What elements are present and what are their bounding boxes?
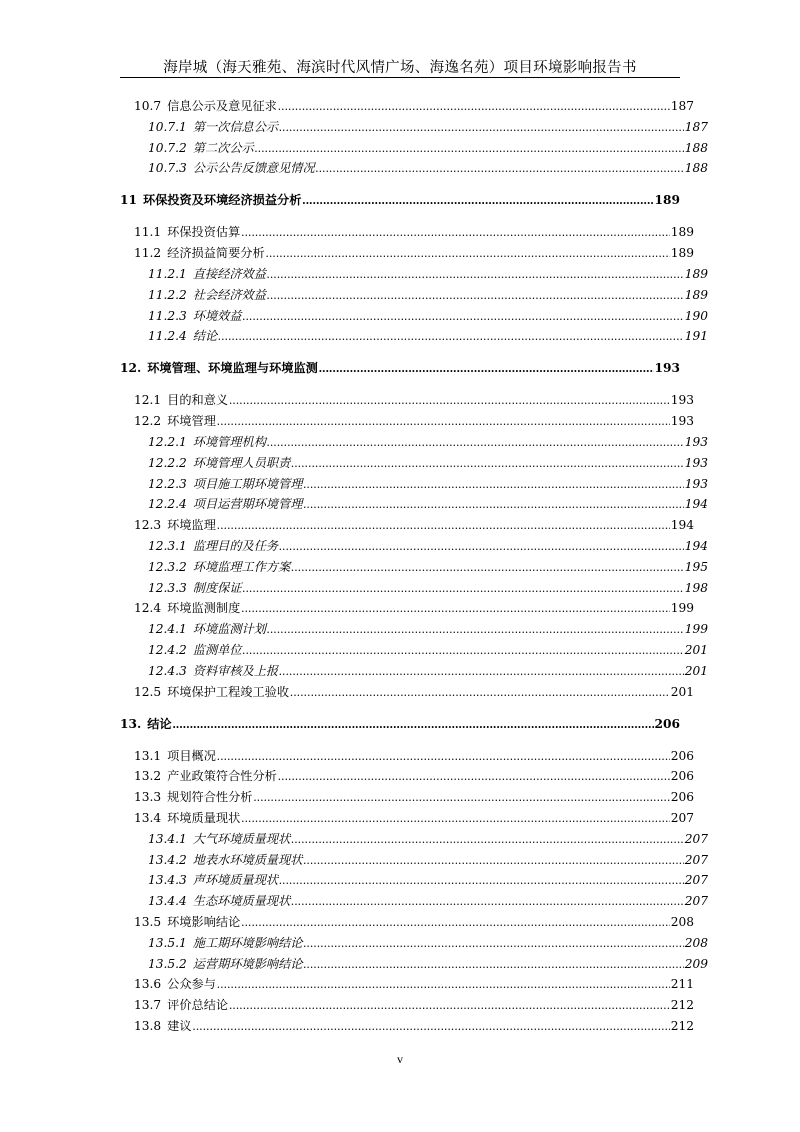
toc-entry-number: 13.4.4 bbox=[148, 894, 187, 909]
dot-leader bbox=[241, 912, 669, 932]
toc-page-number: 206 bbox=[670, 790, 694, 805]
toc-entry-label bbox=[148, 326, 217, 346]
toc-entry-label bbox=[148, 870, 278, 890]
toc-entry-label bbox=[148, 474, 302, 494]
toc-section-entry[interactable] bbox=[120, 598, 694, 618]
toc-entry-number: 13.4.1 bbox=[148, 831, 187, 846]
toc-subsection-entry[interactable] bbox=[120, 453, 708, 473]
toc-entry-number: 12.2 bbox=[134, 414, 162, 429]
toc-entry-number: 13.8 bbox=[134, 1019, 162, 1033]
dot-leader bbox=[303, 850, 683, 870]
toc-entry-title: 环境监理工作方案 bbox=[192, 559, 291, 574]
dot-leader bbox=[241, 222, 669, 242]
toc-page-number: 188 bbox=[684, 140, 708, 155]
toc-entry-number: 11.2 bbox=[134, 246, 162, 261]
dot-leader bbox=[319, 358, 654, 378]
toc-entry-title: 公示公告反馈意见情况 bbox=[192, 161, 315, 176]
toc-entry-title: 环境影响结论 bbox=[167, 915, 241, 929]
toc-section-entry[interactable] bbox=[120, 995, 694, 1015]
toc-entry-number: 13.1 bbox=[134, 748, 162, 763]
dot-leader bbox=[241, 598, 669, 618]
toc-entry-title: 运营期环境影响结论 bbox=[192, 956, 303, 971]
toc-entry-label bbox=[148, 933, 302, 953]
dot-leader bbox=[243, 640, 684, 660]
dot-leader bbox=[217, 411, 670, 431]
dot-leader bbox=[173, 714, 654, 734]
toc-subsection-entry[interactable] bbox=[120, 870, 708, 890]
dot-leader bbox=[243, 578, 684, 598]
dot-leader bbox=[253, 787, 669, 807]
toc-entry-number: 13.4 bbox=[134, 811, 162, 825]
toc-page-number: 190 bbox=[684, 308, 708, 323]
toc-page-number: 207 bbox=[684, 852, 708, 867]
toc-entry-number: 13.7 bbox=[134, 998, 162, 1013]
toc-section-entry[interactable] bbox=[120, 912, 694, 932]
toc-entry-title: 环境效益 bbox=[192, 308, 242, 323]
toc-entry-title: 环保投资估算 bbox=[167, 225, 241, 240]
toc-entry-number: 13.2 bbox=[134, 769, 162, 784]
toc-entry-title: 项目概况 bbox=[167, 748, 216, 763]
toc-entry-number: 12.4 bbox=[134, 601, 162, 616]
dot-leader bbox=[255, 138, 684, 158]
toc-page-number: 207 bbox=[684, 894, 708, 909]
toc-entry-title: 制度保证 bbox=[192, 580, 242, 595]
toc-subsection-entry[interactable] bbox=[120, 432, 708, 452]
page-number: v bbox=[397, 1052, 403, 1066]
toc-chapter-entry[interactable] bbox=[120, 358, 680, 378]
toc-entry-number: 13.5.2 bbox=[148, 956, 187, 971]
toc-subsection-entry[interactable] bbox=[120, 306, 708, 326]
toc-page-number: 207 bbox=[684, 831, 708, 846]
toc-section-entry[interactable] bbox=[120, 96, 694, 116]
dot-leader bbox=[266, 243, 670, 263]
toc-entry-label bbox=[148, 158, 315, 178]
toc-section-entry[interactable] bbox=[120, 390, 694, 410]
toc-page-number: 187 bbox=[670, 99, 694, 113]
toc-entry-number: 12.3.3 bbox=[148, 580, 187, 595]
dot-leader bbox=[278, 766, 670, 786]
toc-entry-title: 环境保护工程竣工验收 bbox=[167, 684, 290, 699]
toc-entry-label bbox=[120, 190, 301, 210]
toc-entry-label bbox=[134, 912, 240, 932]
toc-entry-number: 12.1 bbox=[134, 393, 162, 408]
toc-entry-title: 环境监测制度 bbox=[167, 601, 241, 616]
toc-subsection-entry[interactable] bbox=[120, 619, 708, 639]
toc-section-entry[interactable] bbox=[120, 243, 694, 263]
dot-leader bbox=[290, 682, 670, 702]
toc-subsection-entry[interactable] bbox=[120, 891, 708, 911]
toc-entry-label bbox=[134, 766, 277, 786]
toc-entry-title: 环境管理、环境监理与环境监测 bbox=[147, 361, 318, 376]
toc-entry-label bbox=[134, 390, 228, 410]
toc-entry-label bbox=[148, 640, 242, 660]
toc-entry-number: 10.7.2 bbox=[148, 140, 187, 155]
toc-page-number: 199 bbox=[684, 622, 708, 637]
toc-entry-number: 12.5 bbox=[134, 684, 162, 699]
toc-page-number: 212 bbox=[670, 1019, 694, 1033]
toc-entry-title: 第一次信息公示 bbox=[192, 119, 279, 134]
dot-leader bbox=[218, 326, 684, 346]
toc-entry-number: 12.2.2 bbox=[148, 455, 187, 470]
toc-entry-label bbox=[148, 285, 266, 305]
dot-leader bbox=[193, 1016, 670, 1036]
toc-entry-label bbox=[148, 453, 290, 473]
toc-entry-label bbox=[148, 578, 242, 598]
toc-section-entry[interactable] bbox=[120, 1016, 694, 1036]
toc-page-number: 199 bbox=[670, 601, 694, 616]
toc-entry-title: 结论 bbox=[192, 329, 218, 344]
toc-entry-label bbox=[148, 829, 290, 849]
dot-leader bbox=[279, 661, 684, 681]
toc-entry-number: 13.5 bbox=[134, 915, 162, 929]
dot-leader bbox=[279, 870, 684, 890]
toc-entry-number: 13.6 bbox=[134, 977, 162, 992]
dot-leader bbox=[279, 536, 684, 556]
toc-entry-title: 目的和意义 bbox=[167, 393, 229, 408]
toc-entry-title: 资料审核及上报 bbox=[192, 663, 279, 678]
toc-entry-number: 12.2.1 bbox=[148, 435, 187, 449]
toc-entry-title: 规划符合性分析 bbox=[167, 790, 253, 805]
toc-entry-title: 经济损益简要分析 bbox=[167, 246, 265, 261]
dot-leader bbox=[217, 974, 670, 994]
toc-page-number: 201 bbox=[670, 684, 694, 699]
toc-page-number: 207 bbox=[684, 873, 708, 888]
toc-entry-label bbox=[148, 432, 266, 452]
toc-page-number: 193 bbox=[654, 361, 680, 376]
toc-entry-label bbox=[134, 995, 228, 1015]
toc-entry-title: 大气环境质量现状 bbox=[192, 831, 291, 846]
toc-entry-label bbox=[134, 682, 289, 702]
header-rule bbox=[120, 77, 680, 78]
toc-entry-label bbox=[148, 954, 302, 974]
toc-page-number: 201 bbox=[684, 643, 708, 657]
toc-section-entry[interactable] bbox=[120, 787, 694, 807]
dot-leader bbox=[291, 453, 683, 473]
toc-entry-label bbox=[148, 117, 278, 137]
toc-subsection-entry[interactable] bbox=[120, 954, 708, 974]
toc-entry-label bbox=[134, 808, 240, 828]
dot-leader bbox=[316, 158, 684, 178]
toc-subsection-entry[interactable] bbox=[120, 474, 708, 494]
toc-entry-number: 13.4.3 bbox=[148, 873, 187, 888]
dot-leader bbox=[303, 954, 683, 974]
toc-page-number: 194 bbox=[684, 497, 708, 512]
toc-subsection-entry[interactable] bbox=[120, 850, 708, 870]
toc-entry-title: 产业政策符合性分析 bbox=[167, 769, 277, 784]
toc-page-number: 209 bbox=[684, 956, 708, 971]
toc-entry-label bbox=[148, 661, 278, 681]
running-header: 海岸城（海天雅苑、海滨时代风情广场、海逸名苑）项目环境影响报告书 bbox=[163, 60, 637, 76]
dot-leader bbox=[303, 474, 683, 494]
toc-entry-title: 环保投资及环境经济损益分析 bbox=[142, 193, 302, 208]
toc-subsection-entry[interactable] bbox=[120, 494, 708, 514]
toc-page-number: 206 bbox=[670, 769, 694, 784]
toc-entry-number: 10.7.1 bbox=[148, 119, 187, 134]
toc-page-number: 193 bbox=[670, 393, 694, 408]
toc-entry-title: 信息公示及意见征求 bbox=[167, 99, 277, 113]
toc-page-number: 189 bbox=[684, 267, 708, 281]
toc-page-number: 206 bbox=[670, 748, 694, 763]
toc-entry-label bbox=[134, 222, 240, 242]
toc-page-number: 193 bbox=[670, 414, 694, 429]
toc-subsection-entry[interactable] bbox=[120, 264, 708, 284]
toc-entry-number: 11.2.2 bbox=[148, 287, 187, 302]
dot-leader bbox=[267, 432, 684, 452]
toc-entry-label bbox=[134, 787, 252, 807]
toc-subsection-entry[interactable] bbox=[120, 661, 708, 681]
toc-entry-number: 13. bbox=[120, 716, 142, 731]
toc-page-number: 187 bbox=[684, 119, 708, 134]
toc-subsection-entry[interactable] bbox=[120, 158, 708, 178]
toc-entry-title: 环境监理 bbox=[167, 518, 216, 533]
toc-page-number: 212 bbox=[670, 998, 694, 1013]
toc-entry-title: 结论 bbox=[147, 716, 172, 731]
toc-entry-number: 12.3 bbox=[134, 518, 162, 533]
toc-entry-label bbox=[148, 138, 254, 158]
toc-entry-title: 监测单位 bbox=[192, 643, 242, 657]
toc-entry-title: 环境质量现状 bbox=[167, 811, 241, 825]
toc-section-entry[interactable] bbox=[120, 411, 694, 431]
toc-entry-label bbox=[148, 306, 242, 326]
toc-entry-title: 声环境质量现状 bbox=[192, 873, 279, 888]
toc-entry-title: 监理目的及任务 bbox=[192, 539, 279, 553]
toc-entry-label bbox=[148, 494, 302, 514]
toc-entry-title: 社会经济效益 bbox=[192, 287, 266, 302]
toc-page-number: 194 bbox=[684, 539, 708, 553]
toc-page-number: 189 bbox=[684, 287, 708, 302]
toc-page-number: 207 bbox=[670, 811, 694, 825]
toc-entry-number: 10.7.3 bbox=[148, 161, 187, 176]
toc-subsection-entry[interactable] bbox=[120, 557, 708, 577]
toc-entry-number: 11.1 bbox=[134, 225, 162, 240]
toc-entry-number: 10.7 bbox=[134, 99, 162, 113]
toc-entry-number: 12.3.2 bbox=[148, 559, 187, 574]
toc-page-number: 188 bbox=[684, 161, 708, 176]
toc-entry-title: 第二次公示 bbox=[192, 140, 254, 155]
toc-subsection-entry[interactable] bbox=[120, 640, 708, 660]
toc-entry-number: 11.2.1 bbox=[148, 267, 187, 281]
toc-entry-label bbox=[120, 714, 172, 734]
dot-leader bbox=[291, 829, 683, 849]
toc-entry-number: 11.2.3 bbox=[148, 308, 187, 323]
toc-entry-title: 评价总结论 bbox=[167, 998, 229, 1013]
toc-entry-label bbox=[134, 746, 216, 766]
toc-page-number: 198 bbox=[684, 580, 708, 595]
toc-page-number: 189 bbox=[670, 246, 694, 261]
toc-entry-number: 13.5.1 bbox=[148, 935, 187, 950]
toc-entry-number: 12. bbox=[120, 361, 142, 376]
toc-entry-number: 12.4.1 bbox=[148, 622, 187, 637]
dot-leader bbox=[291, 557, 683, 577]
toc-chapter-entry[interactable] bbox=[120, 190, 680, 210]
dot-leader bbox=[217, 746, 670, 766]
dot-leader bbox=[229, 995, 670, 1015]
toc-entry-number: 13.3 bbox=[134, 790, 162, 805]
dot-leader bbox=[243, 306, 684, 326]
toc-page-number: 208 bbox=[684, 935, 708, 950]
toc-page-number: 195 bbox=[684, 559, 708, 574]
dot-leader bbox=[267, 619, 684, 639]
toc-chapter-entry[interactable] bbox=[120, 714, 680, 734]
toc-entry-label bbox=[134, 243, 265, 263]
toc-entry-title: 环境管理人员职责 bbox=[192, 455, 291, 470]
toc-page-number: 193 bbox=[684, 455, 708, 470]
toc-entry-title: 直接经济效益 bbox=[192, 267, 266, 281]
toc-subsection-entry[interactable] bbox=[120, 117, 708, 137]
toc-page-number: 191 bbox=[684, 329, 708, 344]
toc-page-number: 189 bbox=[654, 193, 680, 208]
toc-subsection-entry[interactable] bbox=[120, 578, 708, 598]
toc-entry-number: 11 bbox=[120, 193, 137, 208]
toc-entry-label bbox=[148, 850, 302, 870]
toc-entry-title: 公众参与 bbox=[167, 977, 216, 992]
toc-entry-title: 项目运营期环境管理 bbox=[192, 497, 303, 512]
toc-section-entry[interactable] bbox=[120, 222, 694, 242]
toc-page-number: 194 bbox=[670, 518, 694, 533]
dot-leader bbox=[291, 891, 683, 911]
toc-page-number: 208 bbox=[670, 915, 694, 929]
toc-entry-title: 项目施工期环境管理 bbox=[192, 476, 303, 491]
toc-entry-label bbox=[148, 891, 290, 911]
toc-entry-number: 12.2.4 bbox=[148, 497, 187, 512]
toc-page-number: 201 bbox=[684, 663, 708, 678]
toc-entry-label bbox=[148, 557, 290, 577]
toc-entry-title: 生态环境质量现状 bbox=[192, 894, 291, 909]
toc-entry-label bbox=[134, 515, 216, 535]
dot-leader bbox=[229, 390, 670, 410]
toc-page-number: 206 bbox=[654, 716, 680, 731]
toc-entry-label bbox=[134, 598, 240, 618]
toc-entry-title: 环境监测计划 bbox=[192, 622, 266, 637]
toc-entry-number: 13.4.2 bbox=[148, 852, 187, 867]
toc-page-number: 211 bbox=[670, 977, 694, 992]
dot-leader bbox=[267, 264, 684, 284]
dot-leader bbox=[279, 117, 684, 137]
toc-subsection-entry[interactable] bbox=[120, 285, 708, 305]
toc-entry-title: 环境管理机构 bbox=[192, 435, 266, 449]
toc-subsection-entry[interactable] bbox=[120, 138, 708, 158]
toc-entry-label bbox=[148, 264, 266, 284]
toc-subsection-entry[interactable] bbox=[120, 536, 708, 556]
toc-entry-number: 12.4.3 bbox=[148, 663, 187, 678]
dot-leader bbox=[303, 494, 683, 514]
toc-page-number: 193 bbox=[684, 435, 708, 449]
toc-section-entry[interactable] bbox=[120, 746, 694, 766]
toc-entry-number: 12.2.3 bbox=[148, 476, 187, 491]
toc-entry-label bbox=[134, 96, 277, 116]
toc-section-entry[interactable] bbox=[120, 682, 694, 702]
toc-entry-title: 施工期环境影响结论 bbox=[192, 935, 303, 950]
toc-section-entry[interactable] bbox=[120, 515, 694, 535]
dot-leader bbox=[267, 285, 684, 305]
dot-leader bbox=[241, 808, 669, 828]
dot-leader bbox=[217, 515, 670, 535]
dot-leader bbox=[278, 96, 670, 116]
toc-subsection-entry[interactable] bbox=[120, 326, 708, 346]
dot-leader bbox=[303, 933, 683, 953]
toc-entry-number: 12.4.2 bbox=[148, 643, 187, 657]
dot-leader bbox=[302, 190, 653, 210]
toc-entry-number: 11.2.4 bbox=[148, 329, 187, 344]
toc-entry-label bbox=[134, 411, 216, 431]
toc-entry-label bbox=[120, 358, 318, 378]
toc-entry-title: 建议 bbox=[167, 1019, 192, 1033]
toc-entry-title: 地表水环境质量现状 bbox=[192, 852, 303, 867]
toc-entry-label bbox=[134, 1016, 192, 1036]
toc-entry-title: 环境管理 bbox=[167, 414, 216, 429]
toc-section-entry[interactable] bbox=[120, 974, 694, 994]
toc-page-number: 189 bbox=[670, 225, 694, 240]
toc-subsection-entry[interactable] bbox=[120, 933, 708, 953]
toc-entry-number: 12.3.1 bbox=[148, 539, 187, 553]
toc-subsection-entry[interactable] bbox=[120, 829, 708, 849]
toc-entry-label bbox=[134, 974, 216, 994]
toc-entry-label bbox=[148, 619, 266, 639]
toc-section-entry[interactable] bbox=[120, 766, 694, 786]
toc-entry-label bbox=[148, 536, 278, 556]
toc-section-entry[interactable] bbox=[120, 808, 694, 828]
toc-page-number: 193 bbox=[684, 476, 708, 491]
